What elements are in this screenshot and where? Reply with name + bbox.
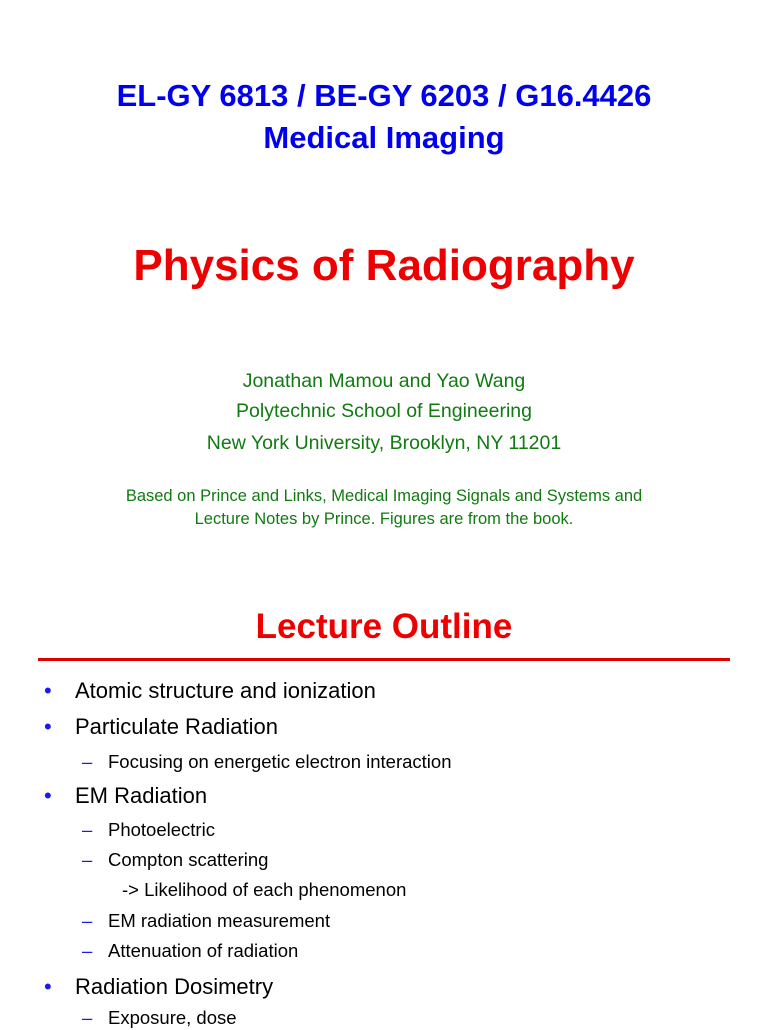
outline-subitem-text: Photoelectric bbox=[108, 819, 215, 840]
bullet-marker: • bbox=[44, 783, 52, 808]
author-names: Jonathan Mamou and Yao Wang bbox=[242, 370, 526, 392]
dash-marker: – bbox=[82, 751, 93, 772]
course-name: Medical Imaging bbox=[263, 120, 505, 155]
course-codes: EL-GY 6813 / BE-GY 6203 / G16.4426 bbox=[116, 78, 652, 113]
outline-subitem-text: Exposure, dose bbox=[108, 1007, 237, 1028]
author-university: New York University, Brooklyn, NY 11201 bbox=[206, 432, 562, 454]
outline-subitem-text: Focusing on energetic electron interaction bbox=[108, 751, 452, 772]
outline-item-text: Particulate Radiation bbox=[75, 714, 279, 739]
outline-subitem-text: Attenuation of radiation bbox=[108, 940, 299, 961]
bullet-marker: • bbox=[44, 974, 52, 999]
dash-marker: – bbox=[82, 1007, 93, 1028]
source-credit-line-2: Lecture Notes by Prince. Figures are from the book. bbox=[194, 510, 574, 528]
lecture-title: Physics of Radiography bbox=[133, 241, 635, 290]
dash-marker: – bbox=[82, 940, 93, 961]
dash-marker: – bbox=[82, 910, 93, 931]
outline-slide bbox=[0, 590, 768, 1028]
title-divider bbox=[38, 658, 730, 661]
dash-marker: – bbox=[82, 819, 93, 840]
dash-marker: – bbox=[82, 849, 93, 870]
source-credit-line-1: Based on Prince and Links, Medical Imaging Signals and Systems and bbox=[125, 487, 643, 505]
author-school: Polytechnic School of Engineering bbox=[236, 400, 532, 422]
bullet-marker: • bbox=[44, 714, 52, 739]
outline-item-text: EM Radiation bbox=[75, 783, 208, 808]
outline-subitem-text: EM radiation measurement bbox=[108, 910, 331, 931]
outline-subsubitem-text: -> Likelihood of each phenomenon bbox=[122, 879, 407, 900]
outline-subitem-text: Compton scattering bbox=[108, 849, 269, 870]
outline-item-text: Radiation Dosimetry bbox=[75, 974, 274, 999]
outline-item-text: Atomic structure and ionization bbox=[75, 678, 376, 703]
outline-title: Lecture Outline bbox=[255, 607, 513, 646]
bullet-marker: • bbox=[44, 678, 52, 703]
